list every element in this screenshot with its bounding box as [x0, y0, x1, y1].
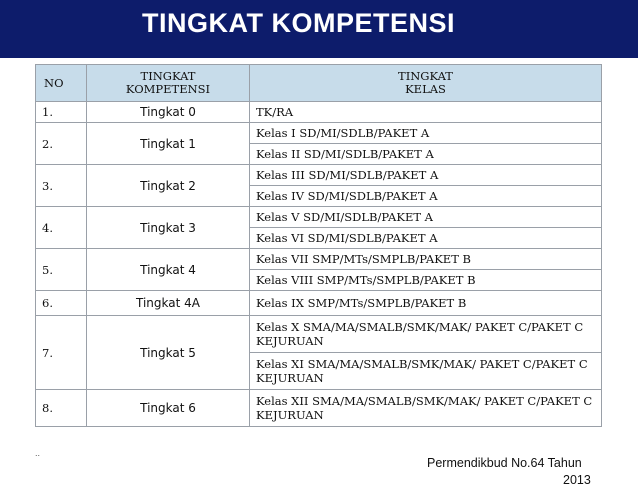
header-tingkat-kelas-line2: KELAS [405, 82, 446, 96]
row-level: Tingkat 2 [87, 165, 250, 207]
row-number: 4. [36, 207, 87, 249]
row-number: 8. [36, 390, 87, 427]
table-row [36, 316, 602, 353]
header-tingkat-kompetensi [87, 65, 250, 102]
competency-table [35, 64, 602, 427]
corner-mark: .. [35, 448, 41, 458]
row-class: Kelas XII SMA/MA/SMALB/SMK/MAK/ PAKET C/PAKET C KEJURUAN [250, 390, 602, 427]
row-number: 1. [36, 102, 87, 123]
slide-title: TINGKAT KOMPETENSI [142, 8, 456, 38]
row-level: Tingkat 5 [87, 316, 250, 390]
row-class: Kelas IV SD/MI/SDLB/PAKET A [250, 186, 602, 207]
row-class: Kelas XI SMA/MA/SMALB/SMK/MAK/ PAKET C/PAKET C KEJURUAN [250, 353, 602, 390]
row-level: Tingkat 4A [87, 291, 250, 316]
row-level: Tingkat 6 [87, 390, 250, 427]
row-number: 2. [36, 123, 87, 165]
competency-table-container [35, 64, 602, 427]
row-class: Kelas VII SMP/MTs/SMPLB/PAKET B [250, 249, 602, 270]
row-level: Tingkat 1 [87, 123, 250, 165]
table-row [36, 291, 602, 316]
header-tingkat-kompetensi-line2: KOMPETENSI [125, 82, 211, 96]
row-number: 5. [36, 249, 87, 291]
table-row [36, 165, 602, 186]
table-row [36, 390, 602, 427]
header-tingkat-kelas [250, 65, 602, 102]
row-class: Kelas VI SD/MI/SDLB/PAKET A [250, 228, 602, 249]
row-class: Kelas X SMA/MA/SMALB/SMK/MAK/ PAKET C/PAKET C KEJURUAN [250, 316, 602, 353]
header-tingkat-kelas-line1: TINGKAT [398, 69, 453, 83]
table-row [36, 207, 602, 228]
header-tingkat-kompetensi-line1: TINGKAT [140, 69, 196, 83]
row-number: 6. [36, 291, 87, 316]
row-class: Kelas II SD/MI/SDLB/PAKET A [250, 144, 602, 165]
row-level: Tingkat 4 [87, 249, 250, 291]
row-class: Kelas VIII SMP/MTs/SMPLB/PAKET B [250, 270, 602, 291]
row-class: Kelas IX SMP/MTs/SMPLB/PAKET B [250, 291, 602, 316]
row-number: 7. [36, 316, 87, 390]
table-row [36, 123, 602, 144]
header-no: NO [36, 65, 87, 102]
row-number: 3. [36, 165, 87, 207]
row-class: Kelas V SD/MI/SDLB/PAKET A [250, 207, 602, 228]
footer-citation: Permendikbud No.64 Tahun [427, 456, 582, 470]
row-class: Kelas I SD/MI/SDLB/PAKET A [250, 123, 602, 144]
table-row [36, 102, 602, 123]
table-header-row [36, 65, 602, 102]
row-class: Kelas III SD/MI/SDLB/PAKET A [250, 165, 602, 186]
row-level: Tingkat 3 [87, 207, 250, 249]
table-row [36, 249, 602, 270]
row-level: Tingkat 0 [87, 102, 250, 123]
row-class: TK/RA [250, 102, 602, 123]
footer-citation-year: 2013 [563, 473, 591, 487]
